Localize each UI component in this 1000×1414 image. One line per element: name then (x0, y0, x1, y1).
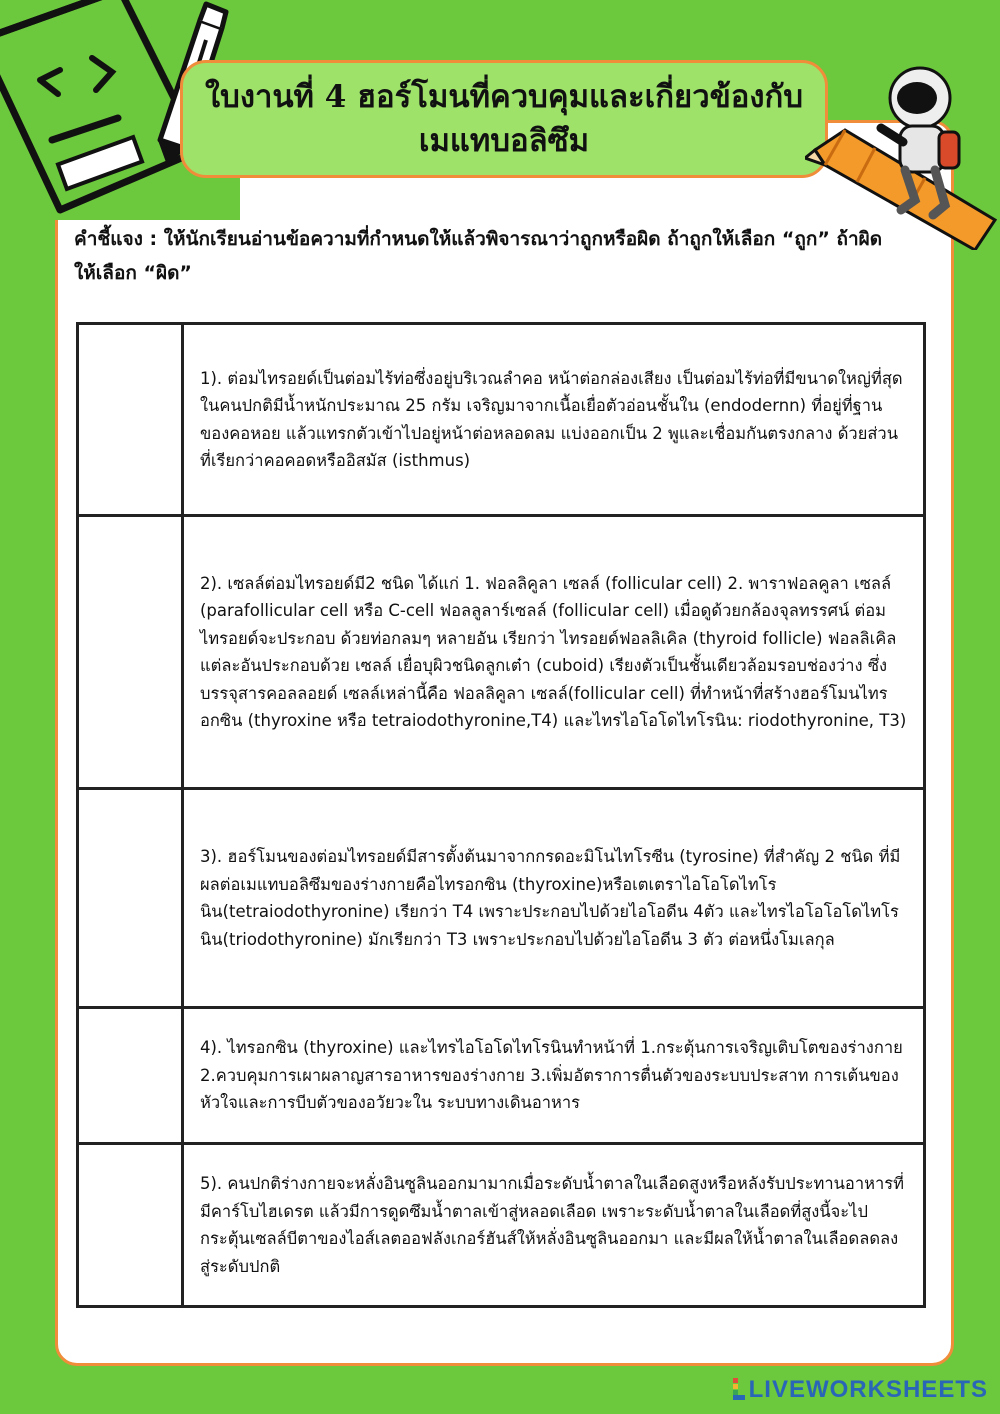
statement-text-3: 3). ฮอร์โมนของต่อมไทรอยด์มีสารตั้งต้นมาจากกรดอะมิโนไทโรซีน (tyrosine) ที่สำคัญ 2 ชนิด ที่มีผลต่อเมแทบอลิซึมของร่างกายคือไทรอกซิน (thyroxine)หรือเตเตราไอโอโดไทโรนิน(tetraiodothyronine) เรียกว่า T4 เพราะประกอบไปด้วยไอโอดีน 4ตัว และไทรไอโอโอโดไทโรนิน(triodothyronine) มักเรียกว่า T3 เพราะประกอบไปด้วยไอโอดีน 3 ตัว ต่อหนึ่งโมเลกุล (183, 789, 925, 1008)
instructions (74, 222, 904, 290)
astronaut-pencil-illustration (805, 50, 1000, 250)
statement-text-1: 1). ต่อมไทรอยด์เป็นต่อมไร้ท่อซึ่งอยู่บริเวณลำคอ หน้าต่อกล่องเสียง เป็นต่อมไร้ท่อที่มีขนาดใหญ่ที่สุดในคนปกติมีน้ำหนักประมาณ 25 กรัม เจริญมาจากเนื้อเยื่อตัวอ่อนชั้นใน (endodernn) ที่อยู่ที่ฐานของคอหอย แล้วแทรกตัวเข้าไปอยู่หน้าต่อหลอดลม แบ่งออกเป็น 2 พูและเชื่อมกันตรงกลาง ด้วยส่วนที่เรียกว่าคอคอดหรืออิสมัส (isthmus) (183, 324, 925, 516)
answer-cell-3[interactable] (78, 789, 183, 1008)
instructions-line-2: ให้เลือก “ผิด” (74, 262, 192, 284)
table-row (78, 1008, 925, 1144)
page-title-line-1: ใบงานที่ 4 ฮอร์โมนที่ควบคุมและเกี่ยวข้องกับ (205, 79, 803, 115)
statement-text-5: 5). คนปกติร่างกายจะหลั่งอินซูลินออกมามากเมื่อระดับน้ำตาลในเลือดสูงหรือหลังรับประทานอาหารที่มีคาร์โบไฮเดรต แล้วมีการดูดซึมน้ำตาลเข้าสู่หลอดเลือด เพราะระดับน้ำตาลในเลือดที่สูงนี้จะไปกระตุ้นเซลล์บีตาของไอส์เลตออฟลังเกอร์ฮันส์ให้หลั่งอินซูลินออกมา และมีผลให้น้ำตาลในเลือดลดลงสู่ระดับปกติ (183, 1144, 925, 1307)
liveworksheets-logo (733, 1376, 988, 1404)
statement-text-4: 4). ไทรอกซิน (thyroxine) และไทรไอโอโดไทโรนินทำหน้าที่ 1.กระตุ้นการเจริญเติบโตของร่างกาย 2.ควบคุมการเผาผลาญสารอาหารของร่างกาย 3.เพิ่มอัตราการตื่นตัวของระบบประสาท การเต้นของหัวใจและการบีบตัวของอวัยวะใน ระบบทางเดินอาหาร (183, 1008, 925, 1144)
answer-cell-2[interactable] (78, 516, 183, 789)
table-row (78, 516, 925, 789)
page-title-line-2: เมแทบอลิซึม (418, 123, 590, 159)
liveworksheets-mark-icon (733, 1378, 745, 1400)
table-row (78, 789, 925, 1008)
statements-table (76, 322, 926, 1308)
liveworksheets-brand-text: LIVEWORKSHEETS (748, 1376, 988, 1403)
table-row (78, 1144, 925, 1307)
title-banner (180, 60, 828, 178)
instructions-line-1: คำชี้แจง : ให้นักเรียนอ่านข้อความที่กำหนดให้แล้วพิจารณาว่าถูกหรือผิด ถ้าถูกให้เลือก “ถูก” ถ้าผิด (74, 228, 883, 250)
answer-cell-1[interactable] (78, 324, 183, 516)
answer-cell-4[interactable] (78, 1008, 183, 1144)
table-row (78, 324, 925, 516)
statement-text-2: 2). เซลล์ต่อมไทรอยด์มี2 ชนิด ได้แก่ 1. ฟอลลิคูลา เซลล์ (follicular cell) 2. พาราฟอลคูลา เซลล์ (parafollicular cell หรือ C-cell ฟอลลูลาร์เซลล์ (follicular cell) เมื่อดูด้วยกล้องจุลทรรศน์ ต่อมไทรอยด์จะประกอบ ด้วยท่อกลมๆ หลายอัน เรียกว่า ไทรอยด์ฟอลลิเคิล (thyroid follicle) ฟอลลิเคิล แต่ละอันประกอบด้วย เซลล์ เยื่อบุผิวชนิดลูกเต๋า (cuboid) เรียงตัวเป็นชั้นเดียวล้อมรอบช่องว่าง ซึ่งบรรจุสารคอลลอยด์ เซลล์เหล่านี้คือ ฟอลลิคูลา เซลล์(follicular cell) ที่ทำหน้าที่สร้างฮอร์โมนไทรอกซิน (thyroxine หรือ tetraiodothyronine,T4) และไทรไอโอโดไทโรนิน: riodothyronine, T3) (183, 516, 925, 789)
answer-cell-5[interactable] (78, 1144, 183, 1307)
